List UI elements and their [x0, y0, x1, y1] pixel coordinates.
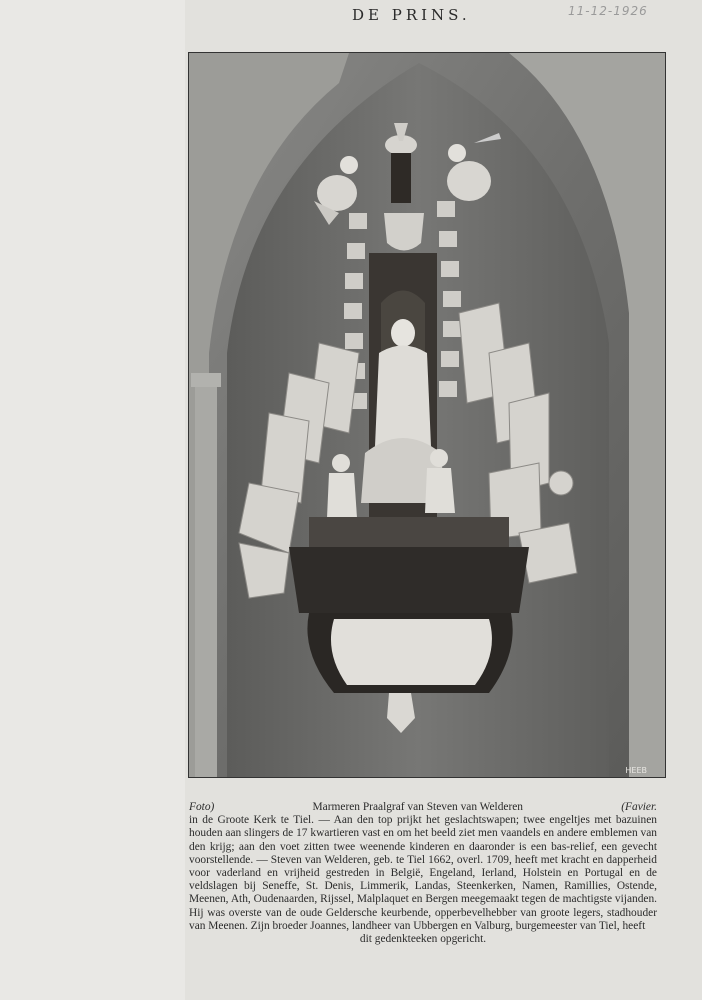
caption-title: Marmeren Praalgraf van Steven van Welderen — [312, 801, 524, 813]
photographer-signature: HEEB — [625, 766, 647, 775]
monument-ledge — [309, 517, 509, 547]
sarcophagus — [289, 547, 529, 613]
handwritten-date: 11-12-1926 — [568, 4, 648, 18]
caption-body — [189, 814, 657, 946]
caption-text: in de Groote Kerk te Tiel. — Aan den top prijkt het geslachtswapen; twee engeltjes met bazuinen houden aan slingers de 17 kwartieren vast en om het beeld ziet men vaandels en andere emblemen van den krijg; aan den voet zitten twee weenende kinderen en daaronder is een bas-relief, een gevecht voorstellende. — Steven van Welderen, geb. te Tiel 1662, overl. 1709, heeft met kracht en dapperheid voor vaderland en vrijheid gestreden in België, Engeland, Ierland, Holstein en Portugal en de veldslagen bij Seneffe, St. Denis, Limmerik, Landas, Steenkerken, Namen, Ramillies, Ostende, Meenen, Ath, Oudenaarden, Rijssel, Malplaquet en Bergen meegemaakt tegen de machtigste vijanden. Hij was overste van de oude Geldersche keurbende, opperbevelhebber van groote legers, stadhouder van Meenen. Zijn broeder Joannes, landheer van Ubbergen en Valburg, burgemeester van Tiel, heeft — [189, 814, 657, 932]
photo-credit-left: Foto) — [189, 801, 215, 813]
photo-credit-right: (Favier. — [621, 801, 657, 813]
page-header-title: DE PRINS. — [352, 6, 471, 24]
caption-last-line: dit gedenkteeken opgericht. — [359, 933, 487, 946]
bas-relief-panel — [331, 619, 492, 685]
coat-of-arms — [384, 213, 424, 251]
caption-heading — [189, 801, 657, 814]
pilaster-capital — [191, 373, 221, 387]
monument-illustration — [189, 53, 666, 778]
left-margin — [0, 0, 185, 1000]
monument-photograph — [188, 52, 666, 778]
caption — [189, 801, 657, 946]
pilaster — [195, 387, 217, 778]
